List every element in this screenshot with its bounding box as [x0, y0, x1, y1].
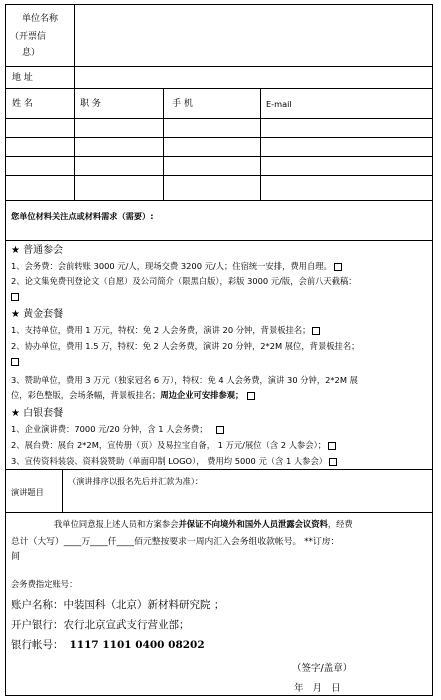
- contact-row[interactable]: [6, 119, 432, 138]
- col-email: E-mail: [266, 99, 292, 109]
- checkbox[interactable]: [334, 263, 342, 271]
- silver-item-2: 2、展台费：展台 2*2M，宣传册（页）及易拉宝自备， 1 万元/展位（含 2 人参会）；: [11, 440, 336, 451]
- package-general-title: ★ 普通参会: [11, 245, 64, 256]
- signature-seal: （签字/盖章）: [292, 663, 353, 674]
- gold-item-1: 1、支持单位，费用 1 万元，特权：免 2 人会务费，演讲 20 分钟，背景板挂名；: [11, 325, 320, 336]
- col-position: 职 务: [80, 99, 101, 109]
- bank-label: 会务费指定账号：: [11, 579, 78, 589]
- packages-section: [6, 241, 432, 470]
- address-row: [6, 67, 432, 89]
- gold-item-2-box: [11, 356, 19, 367]
- signature-date: 年 月 日: [294, 683, 341, 694]
- col-name: 姓 名: [12, 99, 33, 109]
- unit-name-label-3: 息）: [22, 48, 41, 58]
- agreement-section: [6, 513, 432, 697]
- agreement-line-2: 总计（大写）____万____仟____佰元整按要求一周内汇入会务组收款帐号。 **订房：: [11, 537, 340, 547]
- silver-item-3: 3、宣传资料装袋、资料袋赞助（单面印制 LOGO）， 费用均 5000 元（含 1 人参会）: [11, 456, 337, 467]
- general-item-1: 1、会务费：会前转账 3000 元/人，现场交费 3200 元/人；住宿统一安排，费用自理。: [11, 261, 342, 272]
- speech-input[interactable]: [63, 470, 432, 512]
- contact-row[interactable]: [6, 157, 432, 176]
- checkbox[interactable]: [216, 426, 224, 434]
- package-gold-title: ★ 黄金套餐: [11, 309, 64, 320]
- address-label: 地 址: [12, 73, 33, 83]
- star-icon: ★: [11, 309, 20, 320]
- general-item-2-box: [11, 291, 19, 302]
- unit-name-input[interactable]: [75, 5, 432, 66]
- package-silver-title: ★ 白银套餐: [11, 408, 64, 419]
- star-icon: ★: [11, 408, 20, 419]
- checkbox[interactable]: [329, 458, 337, 466]
- unit-name-row: [6, 5, 432, 67]
- checkbox[interactable]: [328, 442, 336, 450]
- agreement-line-1: 我单位同意报上述人员和方案参会并保证不向境外和国外人员泄露会议资料，经费: [54, 519, 353, 529]
- focus-row[interactable]: [6, 201, 432, 241]
- checkbox[interactable]: [247, 392, 255, 400]
- unit-name-label-2: （开票信: [10, 32, 47, 42]
- gold-item-3-cont: 位，彩色整版，会场条幅，背景板挂名；周边企业可安排参观；: [11, 390, 255, 401]
- form-frame: [5, 4, 433, 696]
- gold-item-2: 2、协办单位，费用 1.5 万，特权：免 2 人会务费，演讲 20 分钟，2*2M 展位，背景板挂名；: [11, 341, 360, 351]
- general-item-2: 2、论文集免费刊登论文（自愿）及公司简介（限黑白版），彩版 3000 元/版，会前八天截稿：: [11, 276, 357, 286]
- contact-row[interactable]: [6, 138, 432, 157]
- checkbox[interactable]: [11, 293, 19, 301]
- gold-item-3: 3、赞助单位，费用 3 万元（独家冠名 6 万），特权：免 4 人会务费，演讲 30 分钟，2*2M 展: [11, 375, 358, 385]
- bank-name: 开户银行：农行北京宣武支行营业部；: [11, 619, 190, 631]
- silver-item-1: 1、企业演讲费：7000 元/20 分钟，含 1 人会务费；: [11, 424, 224, 435]
- agreement-line-3: 间: [11, 552, 21, 562]
- address-input[interactable]: [75, 67, 432, 88]
- checkbox[interactable]: [312, 327, 320, 335]
- col-phone: 手 机: [172, 99, 193, 109]
- contact-row[interactable]: [6, 176, 432, 201]
- bank-account-number: 银行帐号： 1117 1101 0400 08202: [11, 639, 205, 651]
- star-icon: ★: [11, 245, 20, 256]
- speech-note: （演讲排序以报名先后并汇款为准）：: [68, 476, 204, 486]
- speech-label: 演讲题目: [11, 487, 44, 497]
- focus-label: 您单位材料关注点或材料需求（需要）:: [11, 211, 154, 221]
- checkbox[interactable]: [11, 358, 19, 366]
- bank-account-name: 账户名称：中装国科（北京）新材料研究院 ；: [11, 599, 225, 611]
- contact-header-row: [6, 89, 432, 119]
- speech-row: [6, 470, 432, 513]
- unit-name-label: 单位名称: [22, 14, 59, 24]
